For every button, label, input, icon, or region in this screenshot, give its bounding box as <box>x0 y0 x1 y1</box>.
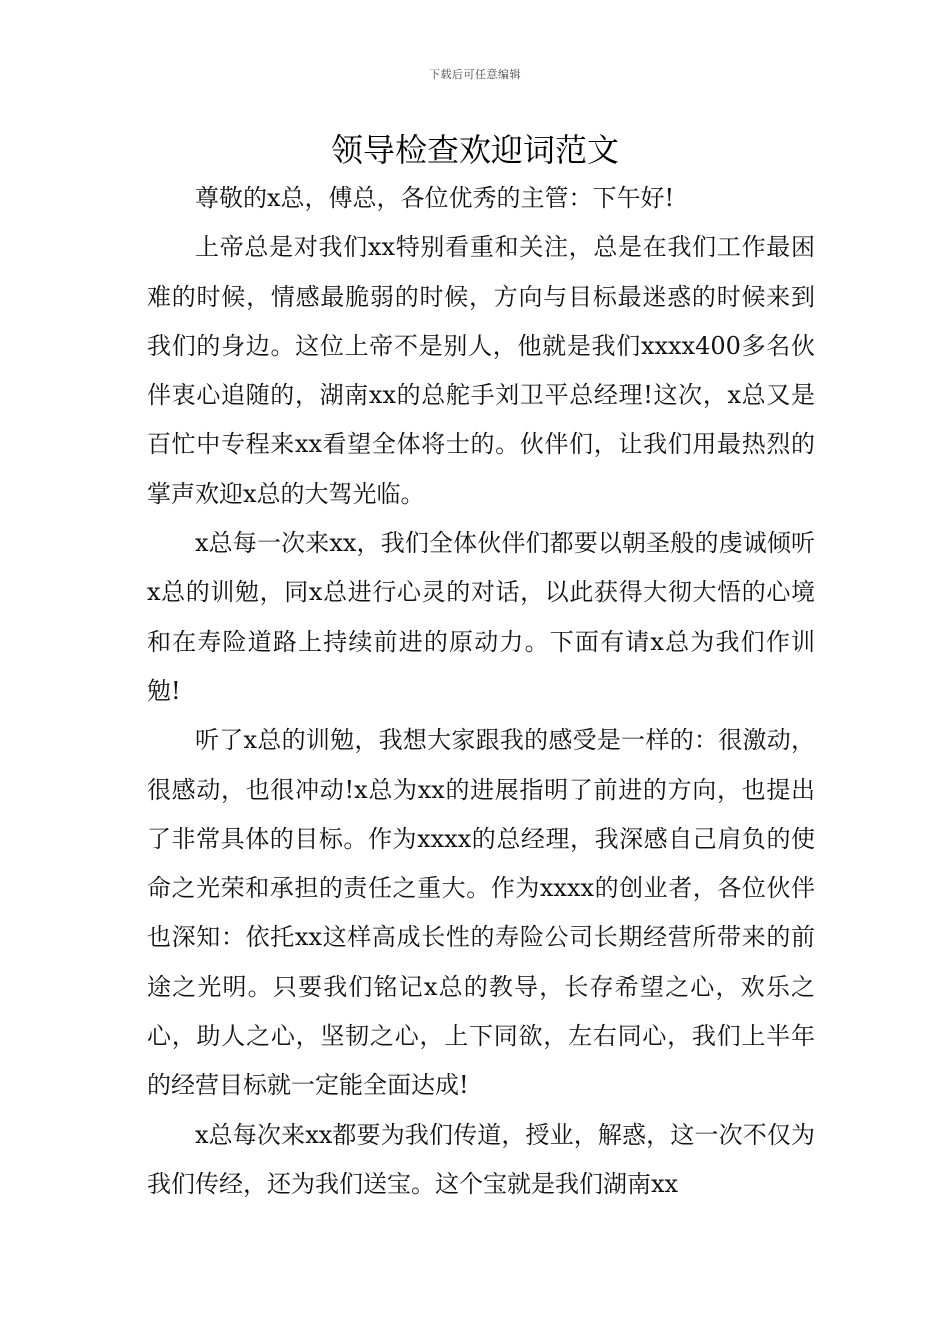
document-title: 领导检查欢迎词范文 <box>330 131 619 169</box>
paragraph-closing: x总每次来xx都要为我们传道，授业，解惑，这一次不仅为我们传经，还为我们送宝。这个宝就是我们湖南xx <box>147 1120 815 1198</box>
document-body <box>147 174 815 1209</box>
header-note: 下载后可任意编辑 <box>429 68 521 81</box>
paragraph-response: 听了x总的训勉，我想大家跟我的感受是一样的：很激动，很感动，也很冲动!x总为xx的进展指明了前进的方向，也提出了非常具体的目标。作为xxxx的总经理，我深感自己肩负的使命之光荣和承担的责任之重大。作为xxxx的创业者，各位伙伴也深知：依托xx这样高成长性的寿险公司长期经营所带来的前途之光明。只要我们铭记x总的教导，长存希望之心，欢乐之心，助人之心，坚韧之心，上下同欲，左右同心，我们上半年的经营目标就一定能全面达成! <box>147 726 815 1100</box>
paragraph-greeting: 尊敬的x总，傅总，各位优秀的主管：下午好! <box>195 184 675 212</box>
paragraph-introduction: 上帝总是对我们xx特别看重和关注，总是在我们工作最困难的时候，情感最脆弱的时候，方向与目标最迷惑的时候来到我们的身边。这位上帝不是别人，他就是我们xxxx400多名伙伴衷心追随的，湖南xx的总舵手刘卫平总经理!这次，x总又是百忙中专程来xx看望全体将士的。伙伴们，让我们用最热烈的掌声欢迎x总的大驾光临。 <box>147 233 815 508</box>
paragraph-invitation: x总每一次来xx，我们全体伙伴们都要以朝圣般的虔诚倾听x总的训勉，同x总进行心灵的对话，以此获得大彻大悟的心境和在寿险道路上持续前进的原动力。下面有请x总为我们作训勉! <box>147 529 815 705</box>
